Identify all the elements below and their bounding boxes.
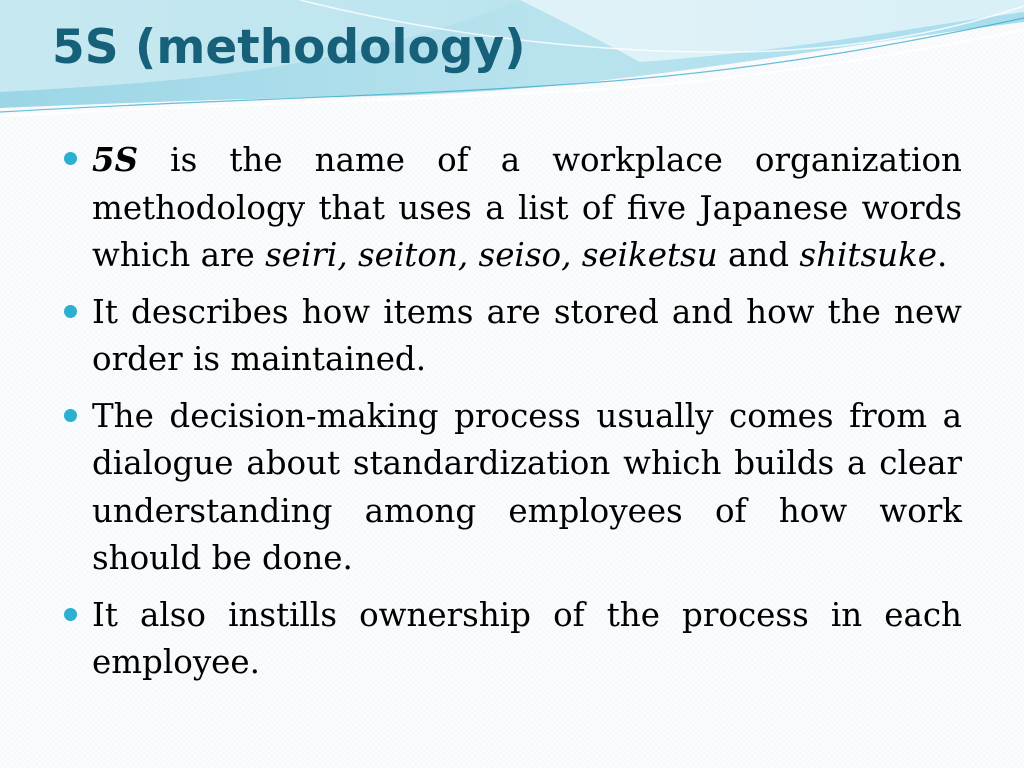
bullet-text: It also instills ownership of the process in each employee. [92, 595, 962, 681]
slide-title: 5S (methodology) [52, 20, 526, 75]
bullet-item [64, 393, 962, 583]
bullet-item [64, 289, 962, 384]
bullet-list [64, 136, 962, 696]
bullet-item [64, 592, 962, 687]
bullet-icon [64, 409, 77, 422]
japanese-word-shitsuke: shitsuke [799, 236, 938, 274]
bullet-icon [64, 152, 77, 165]
bullet-text: is the name of a workplace organization methodology that uses a list of five Japanese words which are [92, 141, 962, 274]
bullet-text: It describes how items are stored and how the new order is maintained. [92, 292, 962, 378]
bullet-item [64, 136, 962, 280]
japanese-words: seiri, seiton, seiso, seiketsu [265, 236, 718, 274]
bullet-icon [64, 305, 77, 318]
bullet-icon [64, 608, 77, 621]
bullet-text: and [717, 236, 800, 274]
term-5s: 5S [92, 140, 139, 179]
bullet-text: The decision-making process usually comes from a dialogue about standardization which builds a clear understanding among employees of how work should be done. [92, 396, 962, 577]
bullet-text: . [937, 236, 948, 274]
